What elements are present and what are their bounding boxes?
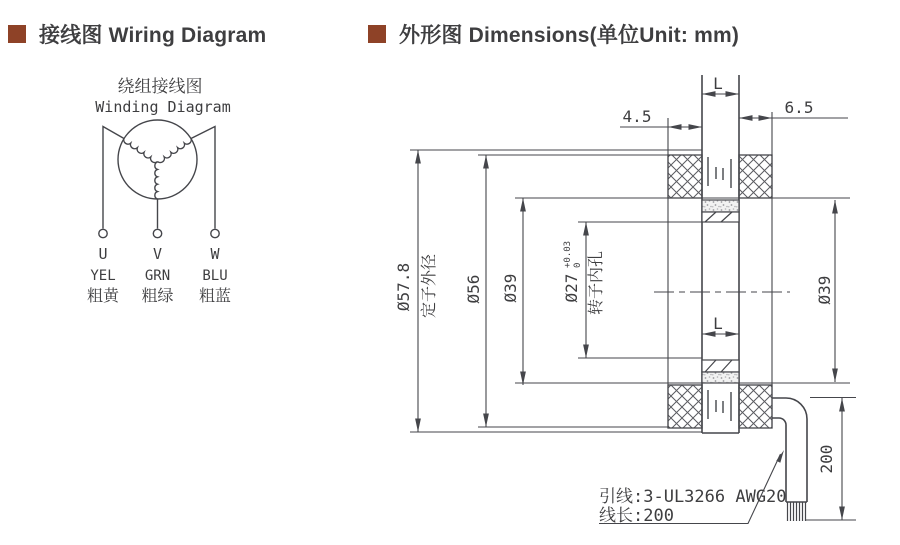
winding-diagram xyxy=(87,77,231,305)
dim-front-overhang: 4.5 xyxy=(622,107,652,126)
dim-stator-od: Ø57.8 xyxy=(394,262,413,312)
terminal-pins xyxy=(99,229,219,237)
dimension-lines xyxy=(418,94,848,520)
terminal-phase-v: V xyxy=(152,245,163,263)
terminal-code-u: YEL xyxy=(90,268,116,284)
lead-note-line1: 引线:3-UL3266 AWG20 xyxy=(599,487,787,507)
terminal-color-v: 粗绿 xyxy=(141,286,174,305)
coil-windings xyxy=(124,139,191,199)
dim-rear-overhang: 6.5 xyxy=(784,98,814,117)
dim-stator-bore-right: Ø39 xyxy=(815,275,834,305)
wire-strands xyxy=(788,502,806,521)
dim-rotor-bore-note: 转子内孔 xyxy=(586,250,605,316)
dim-lead-length: 200 xyxy=(817,444,836,474)
terminal-phase-u: U xyxy=(98,245,108,263)
extension-lines xyxy=(410,112,856,520)
dim-stack-length-top: L xyxy=(713,74,723,93)
dim-rotor-bore-group xyxy=(562,241,583,303)
terminal-color-u: 粗黄 xyxy=(86,286,120,305)
terminal-color-w: 粗蓝 xyxy=(198,286,232,305)
dim-rotor-bore-tol-upper: +0.03 xyxy=(563,240,573,268)
terminal-code-w: BLU xyxy=(202,268,228,284)
winding-title-cn: 绕组接线图 xyxy=(117,77,203,97)
winding-title-en: Winding Diagram xyxy=(95,98,231,116)
dim-winding-od: Ø56 xyxy=(464,274,483,304)
terminal-code-v: GRN xyxy=(144,268,171,284)
dim-rotor-bore-tol-lower: 0 xyxy=(573,262,583,268)
stator-circle xyxy=(118,120,197,199)
dim-rotor-bore: Ø27 xyxy=(562,273,581,303)
dimension-drawing xyxy=(394,74,856,526)
section-title-wiring: 接线图 Wiring Diagram xyxy=(39,24,267,47)
dim-stack-length-bottom: L xyxy=(713,314,723,333)
lead-note-line2: 线长:200 xyxy=(599,506,674,526)
terminal-phase-w: W xyxy=(210,245,220,263)
section-title-dimensions: 外形图 Dimensions(单位Unit: mm) xyxy=(399,24,740,47)
dim-stator-bore-left: Ø39 xyxy=(501,273,520,303)
terminal-leads xyxy=(103,127,215,229)
dim-stator-od-note: 定子外径 xyxy=(419,253,438,319)
